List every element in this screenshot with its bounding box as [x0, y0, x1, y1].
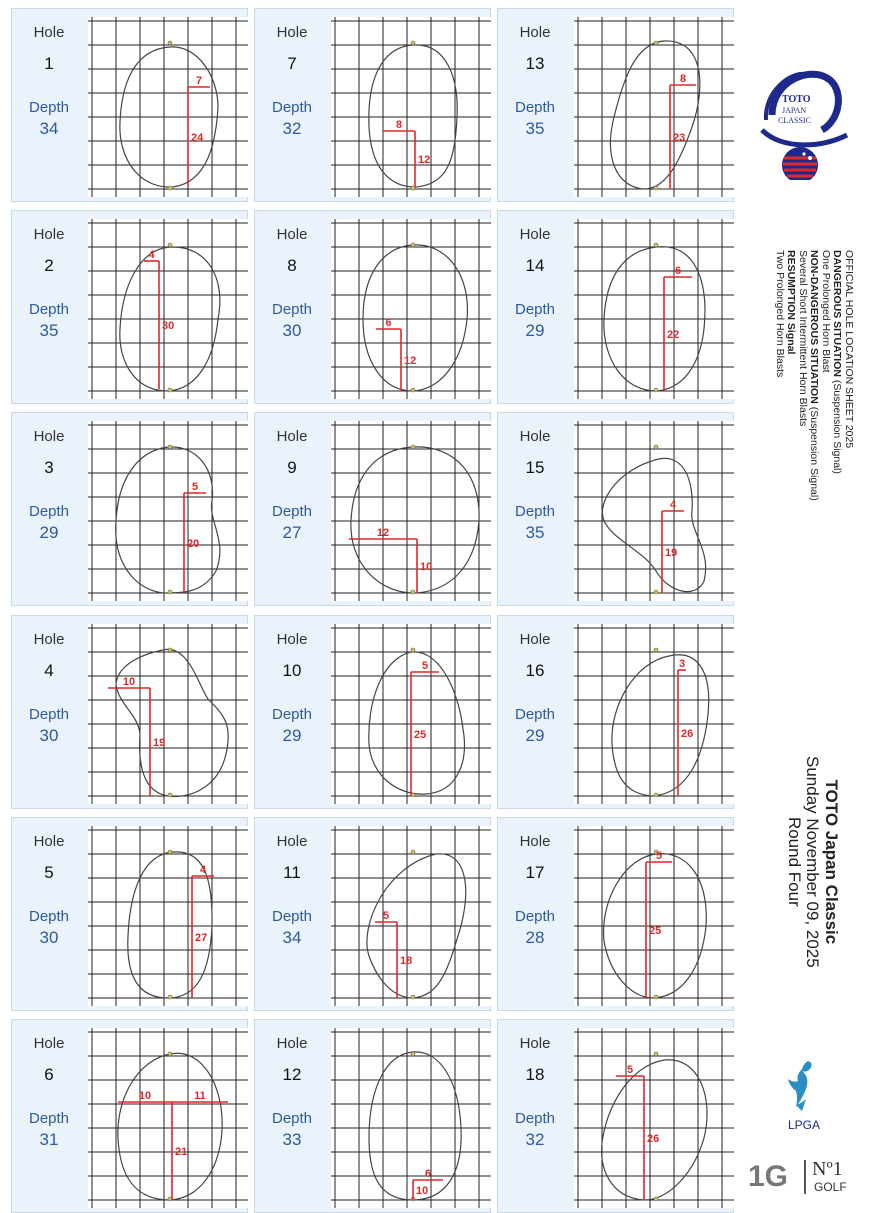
side-distance-label: 6	[424, 1168, 432, 1180]
side-distance-label: 3	[678, 658, 686, 670]
hole-label: Hole	[276, 1035, 308, 1052]
depth-label: Depth	[28, 908, 70, 925]
hole-card-2	[11, 210, 248, 404]
depth-label: Depth	[28, 503, 70, 520]
depth-value: 28	[525, 928, 545, 947]
hole-label: Hole	[519, 631, 551, 648]
depth-label: Depth	[514, 99, 556, 116]
back-marker-icon	[654, 648, 658, 652]
hole-card-18	[497, 1019, 734, 1213]
event-date: Sunday November 09, 2025	[803, 756, 823, 968]
dangerous-desc: One Prolonged Horn Blast	[819, 250, 832, 373]
front-distance-label: 25	[649, 925, 662, 937]
green-diagram	[331, 219, 491, 399]
hole-card-14	[497, 210, 734, 404]
hole-label: Hole	[33, 631, 65, 648]
side-left-label: 10	[138, 1090, 152, 1102]
depth-value: 29	[525, 726, 545, 745]
back-marker-icon	[168, 1052, 172, 1056]
green-diagram	[331, 624, 491, 804]
green-diagram	[88, 826, 248, 1006]
green-diagram	[88, 624, 248, 804]
side-distance-label: 10	[122, 676, 136, 688]
hole-card-11	[254, 817, 491, 1011]
back-marker-icon	[654, 243, 658, 247]
front-marker-icon	[654, 388, 658, 392]
front-marker-icon	[411, 590, 415, 594]
side-right-label: 11	[194, 1090, 206, 1102]
side-distance-label: 5	[382, 910, 390, 922]
hole-card-6	[11, 1019, 248, 1213]
hole-number: 17	[525, 863, 545, 882]
depth-value: 30	[39, 928, 59, 947]
hole-label: Hole	[33, 833, 65, 850]
hole-number: 13	[525, 54, 545, 73]
hole-label: Hole	[33, 24, 65, 41]
no1-text: Nº1	[812, 1158, 843, 1180]
dangerous-situation: DANGEROUS SITUATION (Suspension Signal)	[831, 250, 844, 474]
front-marker-icon	[654, 1197, 658, 1201]
back-marker-icon	[168, 243, 172, 247]
hole-number: 18	[525, 1065, 545, 1084]
hole-number: 16	[525, 661, 545, 680]
side-distance-label: 12	[376, 527, 390, 539]
hole-card-12	[254, 1019, 491, 1213]
nondangerous-desc: Several Short Intermittent Horn Blasts	[796, 250, 809, 427]
front-distance-label: 26	[647, 1133, 660, 1145]
back-marker-icon	[411, 850, 415, 854]
depth-value: 29	[525, 321, 545, 340]
hole-label: Hole	[33, 428, 65, 445]
front-marker-icon	[168, 388, 172, 392]
front-distance-label: 27	[195, 932, 208, 944]
hole-number: 10	[282, 661, 302, 680]
green-diagram	[331, 421, 491, 601]
golf-text: GOLF	[814, 1180, 847, 1194]
hole-card-10	[254, 615, 491, 809]
back-marker-icon	[168, 41, 172, 45]
side-distance-label: 4	[669, 499, 677, 511]
green-diagram	[331, 17, 491, 197]
front-distance-label: 30	[162, 320, 175, 332]
logo-line2: JAPAN	[782, 106, 807, 115]
hole-label: Hole	[33, 226, 65, 243]
depth-value: 29	[39, 523, 59, 542]
hole-number: 9	[287, 458, 297, 477]
front-distance-label: 12	[418, 154, 431, 166]
hole-card-1	[11, 8, 248, 202]
green-diagram	[574, 17, 734, 197]
front-marker-icon	[168, 793, 172, 797]
side-distance-label: 4	[148, 249, 155, 261]
depth-label: Depth	[514, 1110, 556, 1127]
side-distance-label: 6	[674, 265, 682, 277]
side-distance-label: 4	[199, 864, 207, 876]
back-marker-icon	[411, 648, 415, 652]
front-distance-label: 10	[416, 1185, 429, 1197]
depth-value: 32	[525, 1130, 545, 1149]
green-diagram	[88, 421, 248, 601]
back-marker-icon	[654, 1052, 658, 1056]
side-distance-label: 5	[191, 481, 199, 493]
resumption-desc: Two Prolonged Horn Blasts	[773, 250, 786, 378]
front-distance-label: 26	[681, 728, 694, 740]
back-marker-icon	[411, 41, 415, 45]
front-distance-label: 19	[665, 547, 678, 559]
side-distance-label: 6	[385, 317, 392, 329]
logo-line3: CLASSIC	[778, 116, 811, 125]
hole-label: Hole	[519, 226, 551, 243]
back-marker-icon	[654, 41, 658, 45]
front-distance-label: 12	[404, 355, 417, 367]
front-marker-icon	[168, 590, 172, 594]
depth-label: Depth	[28, 706, 70, 723]
back-marker-icon	[168, 850, 172, 854]
depth-label: Depth	[271, 908, 313, 925]
front-marker-icon	[654, 590, 658, 594]
event-title: TOTO Japan Classic	[822, 779, 841, 945]
hole-number: 11	[283, 863, 301, 882]
front-distance-label: 19	[153, 737, 166, 749]
green-diagram	[88, 219, 248, 399]
lpga-text: LPGA	[787, 1118, 821, 1132]
hole-number: 7	[287, 54, 297, 73]
front-marker-icon	[411, 995, 415, 999]
front-distance-label: 20	[187, 538, 200, 550]
front-distance-label: 22	[667, 329, 680, 341]
depth-label: Depth	[271, 1110, 313, 1127]
depth-value: 31	[39, 1130, 59, 1149]
depth-label: Depth	[514, 706, 556, 723]
resumption-signal: RESUMPTION Signal	[785, 250, 798, 355]
green-diagram	[331, 826, 491, 1006]
depth-value: 32	[282, 119, 302, 138]
hole-label: Hole	[276, 428, 308, 445]
depth-label: Depth	[514, 503, 556, 520]
back-marker-icon	[168, 648, 172, 652]
front-marker-icon	[168, 186, 172, 190]
green-diagram	[574, 1028, 734, 1208]
green-diagram	[88, 17, 248, 197]
back-marker-icon	[411, 445, 415, 449]
hole-label: Hole	[276, 833, 308, 850]
front-marker-icon	[654, 186, 658, 190]
hole-label: Hole	[276, 24, 308, 41]
depth-label: Depth	[271, 706, 313, 723]
depth-value: 29	[282, 726, 302, 745]
hole-number: 3	[44, 458, 54, 477]
depth-value: 30	[282, 321, 302, 340]
hole-card-8	[254, 210, 491, 404]
back-marker-icon	[654, 445, 658, 449]
front-marker-icon	[654, 793, 658, 797]
front-marker-icon	[654, 995, 658, 999]
hole-card-5	[11, 817, 248, 1011]
back-marker-icon	[411, 243, 415, 247]
side-distance-label: 5	[655, 850, 663, 862]
hole-card-16	[497, 615, 734, 809]
depth-value: 33	[282, 1130, 302, 1149]
side-distance-label: 7	[195, 75, 203, 87]
g-mark-icon: 1G	[748, 1160, 789, 1193]
depth-value: 34	[39, 119, 59, 138]
side-distance-label: 8	[679, 73, 687, 85]
nondangerous-situation: NON-DANGEROUS SITUATION (Suspension Signal)	[808, 250, 821, 501]
event-block	[784, 756, 840, 968]
hole-card-15	[497, 412, 734, 606]
side-distance-label: 5	[626, 1064, 634, 1076]
lpga-logo	[774, 1055, 834, 1135]
hole-number: 4	[44, 661, 54, 680]
depth-value: 34	[282, 928, 302, 947]
signals-block	[773, 250, 854, 501]
front-distance-label: 23	[673, 132, 686, 144]
green-diagram	[331, 1028, 491, 1208]
front-distance-label: 24	[191, 132, 204, 144]
hole-label: Hole	[519, 24, 551, 41]
depth-value: 35	[39, 321, 59, 340]
depth-label: Depth	[28, 1110, 70, 1127]
hole-card-17	[497, 817, 734, 1011]
depth-value: 30	[39, 726, 59, 745]
no1-golf-logo	[748, 1158, 864, 1196]
depth-label: Depth	[271, 301, 313, 318]
hole-label: Hole	[276, 631, 308, 648]
sidebar	[742, 0, 870, 1200]
sheet-title: OFFICIAL HOLE LOCATION SHEET 2025	[843, 250, 855, 449]
depth-label: Depth	[514, 301, 556, 318]
hole-label: Hole	[276, 226, 308, 243]
side-distance-label: 8	[395, 119, 403, 131]
hole-number: 15	[525, 458, 545, 477]
depth-value: 35	[525, 119, 545, 138]
front-distance-label: 18	[400, 955, 413, 967]
front-distance-label: 10	[420, 561, 433, 573]
hole-label: Hole	[519, 833, 551, 850]
depth-value: 35	[525, 523, 545, 542]
back-marker-icon	[411, 1052, 415, 1056]
hole-number: 2	[44, 256, 54, 275]
logo-line1: TOTO	[782, 94, 811, 105]
side-distance-label: 5	[421, 660, 429, 672]
green-diagram	[88, 1028, 248, 1208]
hole-label: Hole	[519, 428, 551, 445]
hole-number: 5	[44, 863, 54, 882]
hole-card-9	[254, 412, 491, 606]
toto-japan-classic-logo	[752, 60, 852, 180]
front-distance-label: 25	[414, 729, 427, 741]
depth-label: Depth	[271, 503, 313, 520]
depth-value: 27	[282, 523, 302, 542]
hole-number: 8	[287, 256, 297, 275]
depth-label: Depth	[28, 301, 70, 318]
green-diagram	[574, 826, 734, 1006]
hole-number: 1	[44, 54, 54, 73]
hole-card-7	[254, 8, 491, 202]
hole-number: 6	[44, 1065, 54, 1084]
hole-label: Hole	[33, 1035, 65, 1052]
hole-number: 12	[282, 1065, 302, 1084]
back-marker-icon	[168, 445, 172, 449]
hole-card-13	[497, 8, 734, 202]
green-diagram	[574, 219, 734, 399]
hole-card-3	[11, 412, 248, 606]
depth-label: Depth	[514, 908, 556, 925]
front-distance-label: 21	[175, 1146, 188, 1158]
depth-label: Depth	[271, 99, 313, 116]
hole-number: 14	[525, 256, 545, 275]
hole-label: Hole	[519, 1035, 551, 1052]
front-marker-icon	[411, 388, 415, 392]
green-diagram	[574, 421, 734, 601]
depth-label: Depth	[28, 99, 70, 116]
event-round: Round Four	[784, 816, 804, 907]
green-diagram	[574, 624, 734, 804]
hole-card-4	[11, 615, 248, 809]
front-marker-icon	[168, 995, 172, 999]
